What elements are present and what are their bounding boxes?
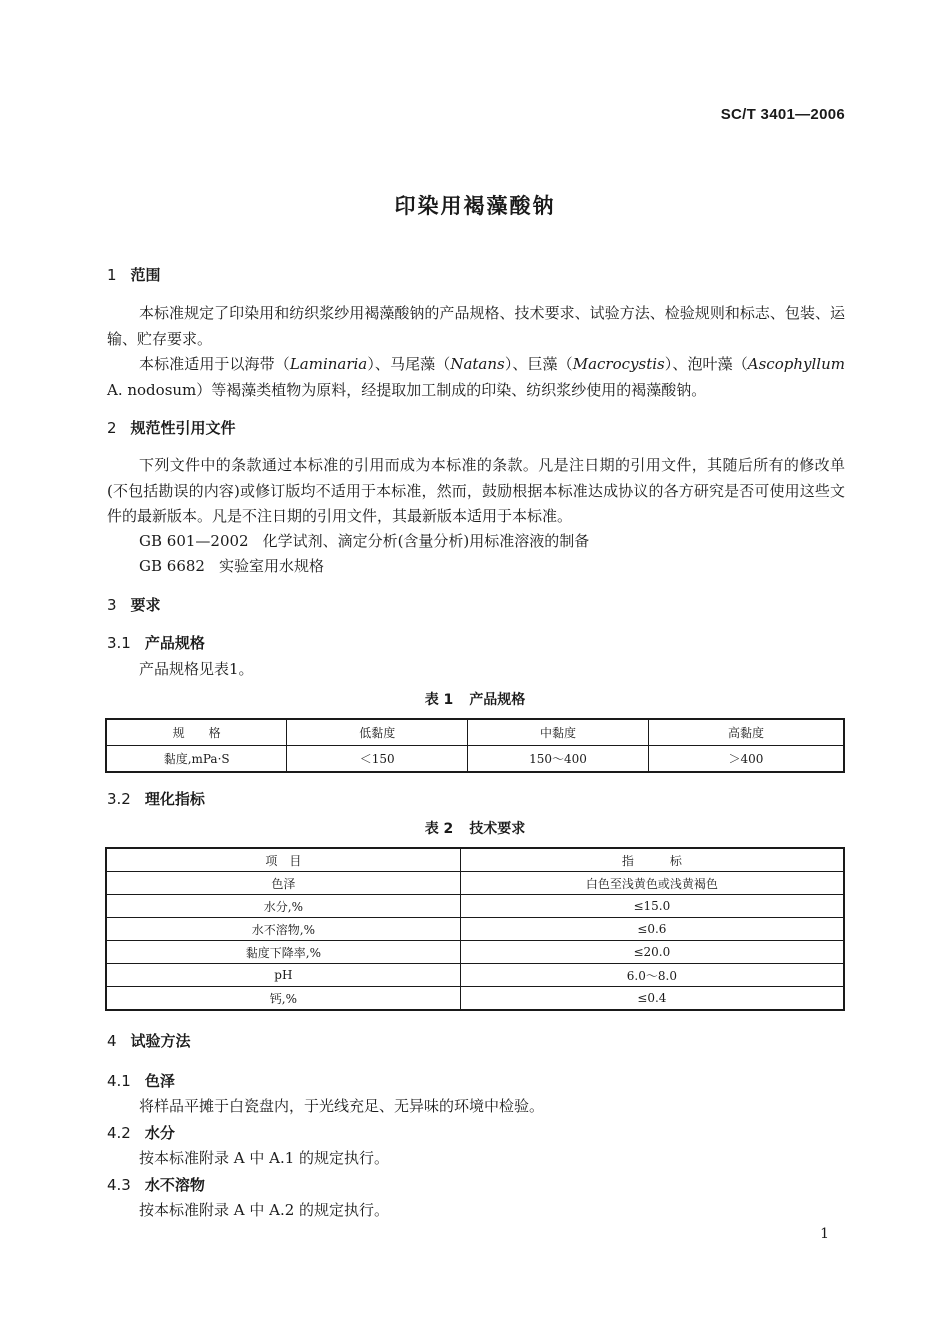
table-cell: 150～400 [468, 746, 649, 773]
paragraph-text: A. nodosum）等褐藻类植物为原料，经提取加工制成的印染、纺织浆纱使用的褐藻酸钠。 [107, 380, 707, 399]
section-3-heading [107, 594, 161, 615]
section-title: 水分 [144, 1124, 175, 1142]
table-header-cell: 指 标 [460, 848, 844, 872]
section-4-3-heading [107, 1174, 205, 1195]
section-3-2-heading [107, 788, 205, 809]
species-name: Natans [450, 355, 505, 373]
table-cell: ≤0.4 [460, 987, 844, 1011]
table-cell: ＜150 [287, 746, 468, 773]
table-cell: 6.0～8.0 [460, 964, 844, 987]
paragraph-text: 下列文件中的条款通过本标准的引用而成为本标准的条款。凡是注日期的引用文件，其随后所有的修改单(不包括勘误的内容)或修订版均不适用于本标准，然而，鼓励根据本标准达成协议的各方研究是否可使用这些文件的最新版本。凡是不注日期的引用文件，其最新版本适用于本标准。 [107, 456, 845, 525]
paragraph-text: ）、马尾藻（ [367, 355, 451, 373]
caption-title: 产品规格 [469, 692, 526, 708]
section-title: 范围 [130, 266, 161, 284]
table-cell: ＞400 [648, 746, 844, 773]
table-header-row [106, 719, 844, 746]
table-cell: ≤20.0 [460, 941, 844, 964]
table-header-cell: 低黏度 [287, 719, 468, 746]
reference-item [139, 555, 324, 576]
section-title: 理化指标 [144, 790, 205, 808]
section-2-paragraph [107, 453, 845, 530]
table-cell: 水不溶物,% [106, 918, 460, 941]
table-row [106, 895, 844, 918]
table-row [106, 964, 844, 987]
section-4-1-heading [107, 1070, 175, 1091]
paragraph-text: ）、泡叶藻（ [664, 355, 748, 373]
table-header-cell: 高黏度 [648, 719, 844, 746]
table-cell: pH [106, 964, 460, 987]
caption-number: 表 1 [424, 692, 454, 708]
table-row [106, 918, 844, 941]
table-row [106, 941, 844, 964]
table-row [106, 987, 844, 1011]
section-number: 1 [107, 266, 117, 284]
reference-item [139, 530, 589, 551]
reference-code: GB 6682 [139, 557, 205, 575]
table-technical-requirements [105, 847, 845, 1011]
section-number: 4.1 [107, 1072, 131, 1090]
table-cell: 钙,% [106, 987, 460, 1011]
section-4-2-text: 按本标准附录 A 中 A.1 的规定执行。 [139, 1149, 390, 1167]
section-number: 2 [107, 419, 117, 437]
section-1-paragraph-2 [107, 352, 845, 403]
section-title: 产品规格 [144, 634, 205, 652]
section-number: 3 [107, 596, 117, 614]
standard-code: SC/T 3401—2006 [720, 106, 845, 123]
section-title: 规范性引用文件 [130, 419, 236, 437]
species-name: Ascophyllum [747, 355, 845, 373]
section-number: 4 [107, 1032, 117, 1050]
section-4-3-text: 按本标准附录 A 中 A.2 的规定执行。 [139, 1201, 390, 1219]
section-1-heading [107, 264, 161, 285]
section-2-heading [107, 417, 236, 438]
table-cell: ≤15.0 [460, 895, 844, 918]
reference-title: 化学试剂、滴定分析(含量分析)用标准溶液的制备 [262, 532, 590, 550]
section-title: 试验方法 [130, 1032, 191, 1050]
caption-title: 技术要求 [469, 821, 526, 837]
section-4-2-heading [107, 1122, 175, 1143]
section-title: 色泽 [144, 1072, 175, 1090]
table-product-specs [105, 718, 845, 773]
species-name: Macrocystis [572, 355, 665, 373]
section-1-paragraph-1 [107, 301, 845, 352]
section-number: 4.2 [107, 1124, 131, 1142]
table-cell: 水分,% [106, 895, 460, 918]
table-row [106, 746, 844, 773]
document-title: 印染用褐藻酸钠 [394, 194, 556, 218]
section-3-1-heading [107, 632, 205, 653]
table-cell: ≤0.6 [460, 918, 844, 941]
table-header-cell: 项 目 [106, 848, 460, 872]
table-row [106, 872, 844, 895]
table-header-cell: 规 格 [106, 719, 287, 746]
section-3-1-text: 产品规格见表1。 [139, 660, 254, 678]
page-number: 1 [820, 1226, 829, 1242]
section-number: 3.1 [107, 634, 131, 652]
table-cell: 色泽 [106, 872, 460, 895]
section-title: 要求 [130, 596, 161, 614]
reference-title: 实验室用水规格 [218, 557, 324, 575]
table-header-row [106, 848, 844, 872]
table-1-caption [0, 689, 950, 709]
paragraph-text: ）、巨藻（ [504, 355, 573, 373]
caption-number: 表 2 [424, 821, 454, 837]
section-title: 水不溶物 [144, 1176, 205, 1194]
section-number: 4.3 [107, 1176, 131, 1194]
table-2-caption [0, 818, 950, 838]
table-cell: 白色至浅黄色或浅黄褐色 [460, 872, 844, 895]
section-number: 3.2 [107, 790, 131, 808]
section-4-heading [107, 1030, 191, 1051]
section-4-1-text: 将样品平摊于白瓷盘内，于光线充足、无异味的环境中检验。 [139, 1097, 545, 1115]
paragraph-text: 本标准适用于以海带（ [139, 355, 290, 373]
table-cell: 黏度,mPa·S [106, 746, 287, 773]
table-header-cell: 中黏度 [468, 719, 649, 746]
paragraph-text: 本标准规定了印染用和纺织浆纱用褐藻酸钠的产品规格、技术要求、试验方法、检验规则和标志、包装、运输、贮存要求。 [107, 304, 845, 348]
species-name: Laminaria [289, 355, 368, 373]
reference-code: GB 601—2002 [139, 532, 249, 550]
table-cell: 黏度下降率,% [106, 941, 460, 964]
